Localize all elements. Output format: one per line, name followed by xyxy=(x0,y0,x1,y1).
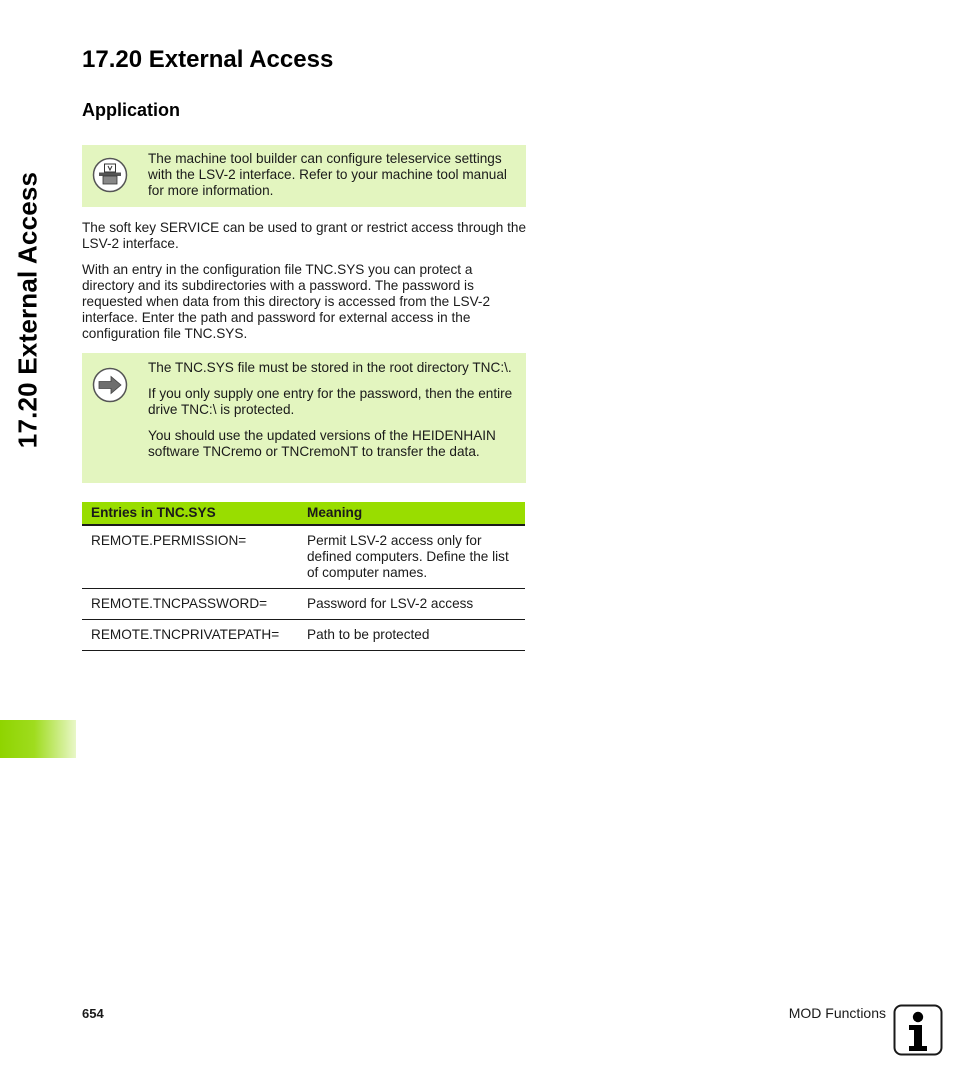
table-row xyxy=(82,620,525,651)
chapter-tab-marker xyxy=(0,720,76,758)
table-row xyxy=(82,589,525,620)
page-number: 654 xyxy=(82,1006,104,1021)
note-text: The machine tool builder can configure teleservice settings with the LSV-2 interface. Refer to your machine tool manual for more information. xyxy=(148,151,507,198)
chapter-name: MOD Functions xyxy=(788,1005,886,1021)
table-cell-meaning: Permit LSV-2 access only for defined computers. Define the list of computer names. xyxy=(298,525,525,589)
column-header: Meaning xyxy=(298,502,525,525)
info-icon xyxy=(893,1004,943,1056)
table-row xyxy=(82,525,525,589)
arrow-right-icon xyxy=(92,367,128,403)
table-header-row xyxy=(82,502,525,525)
paragraph: The soft key SERVICE can be used to grant or restrict access through the LSV-2 interface. xyxy=(82,220,527,251)
table-cell-entry: REMOTE.PERMISSION= xyxy=(82,525,298,589)
machine-builder-note xyxy=(82,145,526,207)
table-cell-entry: REMOTE.TNCPASSWORD= xyxy=(82,589,298,620)
table-cell-meaning: Path to be protected xyxy=(298,620,525,651)
table-cell-meaning: Password for LSV-2 access xyxy=(298,589,525,620)
tip-text: The TNC.SYS file must be stored in the root directory TNC:\. xyxy=(148,360,512,375)
tip-note xyxy=(82,353,526,483)
side-tab-title: 17.20 External Access xyxy=(12,171,43,449)
column-header: Entries in TNC.SYS xyxy=(82,502,298,525)
page-title: 17.20 External Access xyxy=(82,46,334,73)
machine-tool-icon xyxy=(92,157,128,193)
tip-text: If you only supply one entry for the password, then the entire drive TNC:\ is protected. xyxy=(148,386,513,417)
section-heading: Application xyxy=(82,100,180,120)
tnc-sys-entries-table xyxy=(82,502,525,651)
paragraph: With an entry in the configuration file TNC.SYS you can protect a directory and its subdirectories with a password. The password is requested when data from this directory is accessed from the LSV-2 interface. Enter the path and password for external access in the configuration file TNC.SYS. xyxy=(82,262,491,341)
tip-text: You should use the updated versions of the HEIDENHAIN software TNCremo or TNCremoNT to transfer the data. xyxy=(148,428,496,459)
table-cell-entry: REMOTE.TNCPRIVATEPATH= xyxy=(82,620,298,651)
